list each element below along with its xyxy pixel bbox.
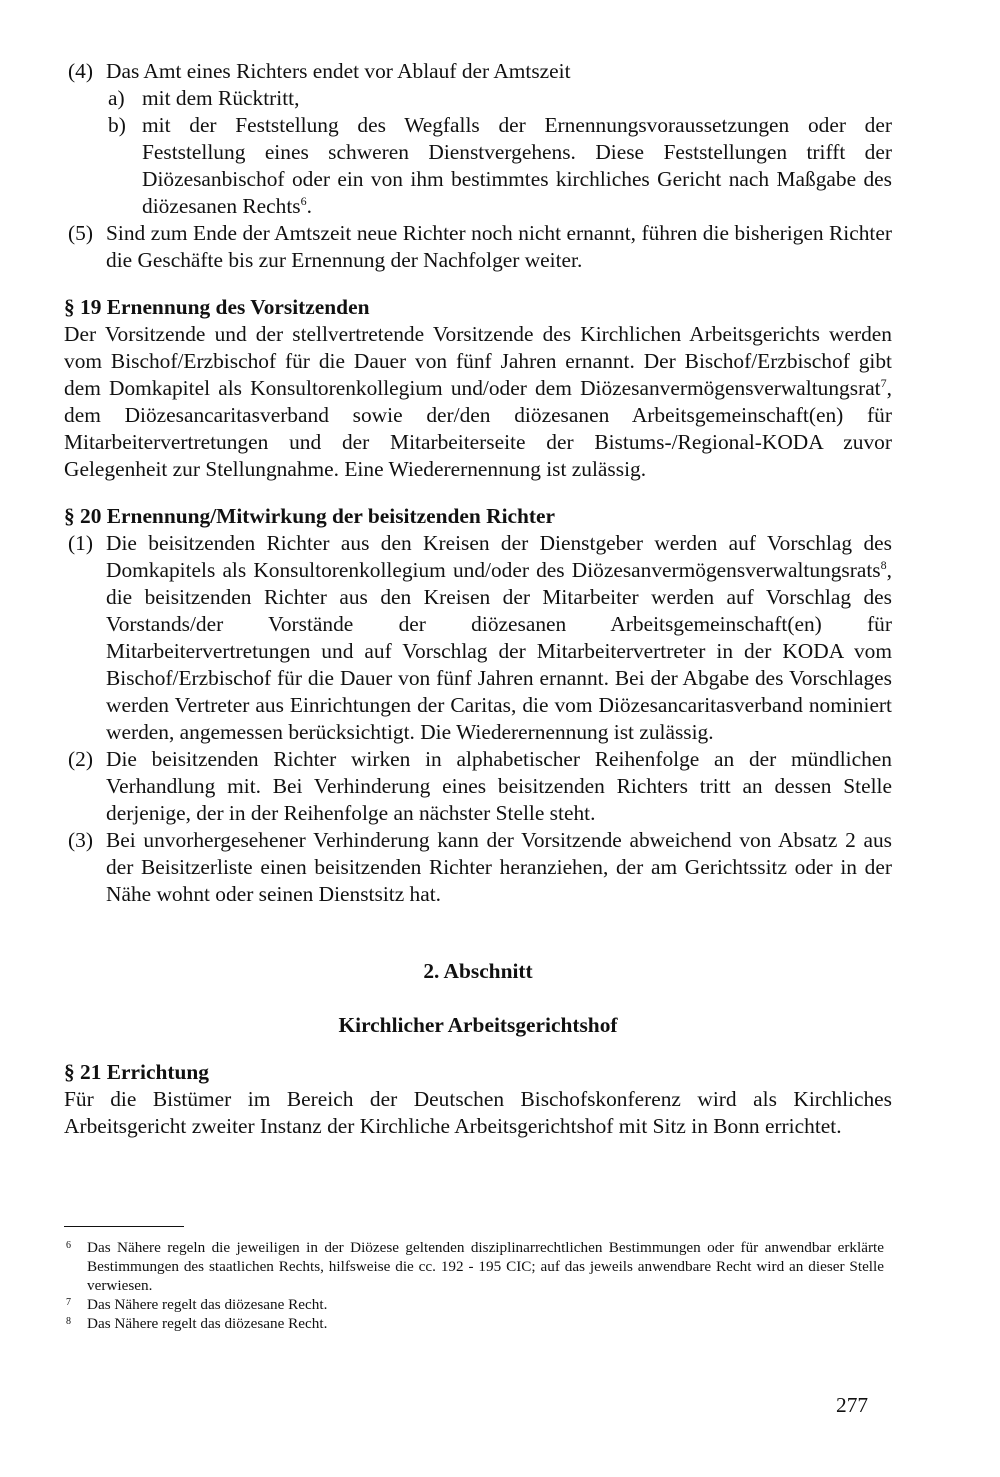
paragraph-4 <box>64 58 892 85</box>
footnotes <box>64 1238 884 1333</box>
section-heading-21: § 21 Errichtung <box>64 1060 209 1084</box>
footnote-7 <box>64 1295 884 1314</box>
footnote-text: Das Nähere regeln die jeweiligen in der Diözese geltenden disziplinarrechtlichen Bestimmungen oder für anwendbar erklärte Bestimmungen des staatlichen Rechts, hilfsweise die cc. 192 - 195 CIC; auf das jeweils anwendbare Recht wird an dieser Stelle verwiesen. <box>87 1239 884 1294</box>
document-page <box>64 58 892 1140</box>
paragraph-text: Sind zum Ende der Amtszeit neue Richter noch nicht ernannt, führen die bisherigen Richter die Geschäfte bis zur Ernennung der Nachfolger weiter. <box>106 221 892 272</box>
spacer <box>64 1039 892 1059</box>
subitem-a <box>64 85 892 112</box>
footnote-6 <box>64 1238 884 1295</box>
section-heading-20: § 20 Ernennung/Mitwirkung der beisitzenden Richter <box>64 504 556 528</box>
footnote-8 <box>64 1314 884 1333</box>
subitem-letter: a) <box>108 86 125 110</box>
paragraph-20-1 <box>64 530 892 746</box>
footnote-text: Das Nähere regelt das diözesane Recht. <box>87 1296 328 1313</box>
footnote-text: Das Nähere regelt das diözesane Recht. <box>87 1315 328 1332</box>
paragraph-number: (5) <box>68 221 93 245</box>
spacer <box>64 274 892 294</box>
paragraph-number: (1) <box>68 531 93 555</box>
subitem-letter: b) <box>108 113 126 137</box>
spacer <box>64 908 892 958</box>
paragraph-number: (2) <box>68 747 93 771</box>
page-number: 277 <box>836 1393 869 1417</box>
paragraph-number: (4) <box>68 59 93 83</box>
chapter-number: 2. Abschnitt <box>423 959 533 983</box>
paragraph-text: Die beisitzenden Richter aus den Kreisen der Dienstgeber werden auf Vorschlag des Domkapitels als Konsultorenkollegium und/oder des Diözesanvermögensverwaltungsrats <box>106 531 892 582</box>
footnote-mark: 6 <box>66 1240 71 1251</box>
paragraph-text-cont: , die beisitzenden Richter aus den Kreisen der Mitarbeiter werden auf Vorschlag des Vorstands/der Vorstände der diözesanen Arbeitsgemeinschaft(en) für Mitarbeitervertretungen und auf Vorschlag der Mitarbeitervertreter in der KODA vom Bischof/Erzbischof für die Dauer von fünf Jahren ernannt. Bei der Abgabe des Vorschlages werden Vertreter aus Einrichtungen der Caritas, die vom Diözesancaritasverband nominiert werden, angemessen berücksichtigt. Die Wiederernennung ist zulässig. <box>106 558 892 744</box>
paragraph-number: (3) <box>68 828 93 852</box>
footnote-mark: 8 <box>66 1316 71 1327</box>
subitem-end: . <box>306 194 312 218</box>
subitem-b <box>64 112 892 220</box>
section-heading-19: § 19 Ernennung des Vorsitzenden <box>64 295 370 319</box>
paragraph-5 <box>64 220 892 274</box>
paragraph-20-2 <box>64 746 892 827</box>
footnote-mark: 7 <box>66 1297 71 1308</box>
footnote-ref[interactable]: 8 <box>880 557 887 572</box>
paragraph-text: Das Amt eines Richters endet vor Ablauf der Amtszeit <box>106 59 571 83</box>
paragraph-20-3 <box>64 827 892 908</box>
paragraph-text: Der Vorsitzende und der stellvertretende Vorsitzende des Kirchlichen Arbeitsgerichts werden vom Bischof/Erzbischof für die Dauer von fünf Jahren ernannt. Der Bischof/Erzbischof gibt dem Domkapitel als Konsultorenkollegium und/oder dem Diözesanvermögensverwaltungsrat <box>64 322 892 400</box>
subitem-text: mit dem Rücktritt, <box>142 86 300 110</box>
paragraph-text-cont: , dem Diözesancaritasverband sowie der/den diözesanen Arbeitsgemeinschaft(en) für Mitarbeitervertretungen und der Mitarbeiterseite der Bistums-/Regional-KODA zuvor Gelegenheit zur Stellungnahme. Eine Wiederernennung ist zulässig. <box>64 376 892 481</box>
spacer <box>64 985 892 1012</box>
footnote-ref[interactable]: 7 <box>880 375 887 390</box>
footnote-divider <box>64 1226 184 1227</box>
spacer <box>64 483 892 503</box>
footnote-ref[interactable]: 6 <box>300 193 307 208</box>
subitem-text: mit der Feststellung des Wegfalls der Ernennungsvoraussetzungen oder der Feststellung eines schweren Dienstvergehens. Diese Feststellungen trifft der Diözesanbischof oder ein von ihm bestimmtes kirchliches Gericht nach Maßgabe des diözesanen Rechts <box>142 113 892 218</box>
paragraph-text: Die beisitzenden Richter wirken in alphabetischer Reihenfolge an der mündlichen Verhandlung mit. Bei Verhinderung eines beisitzenden Richters tritt an dessen Stelle derjenige, der in der Reihenfolge an nächster Stelle steht. <box>106 747 892 825</box>
section-19-text <box>64 321 892 483</box>
paragraph-text: Bei unvorhergesehener Verhinderung kann der Vorsitzende abweichend von Absatz 2 aus der Beisitzerliste einen beisitzenden Richter heranziehen, der am Gerichtssitz oder in der Nähe wohnt oder seinen Dienstsitz hat. <box>106 828 892 906</box>
chapter-title: Kirchlicher Arbeitsgerichtshof <box>338 1013 618 1037</box>
section-21-text: Für die Bistümer im Bereich der Deutschen Bischofskonferenz wird als Kirchliches Arbeitsgericht zweiter Instanz der Kirchliche Arbeitsgerichtshof mit Sitz in Bonn errichtet. <box>64 1087 892 1138</box>
